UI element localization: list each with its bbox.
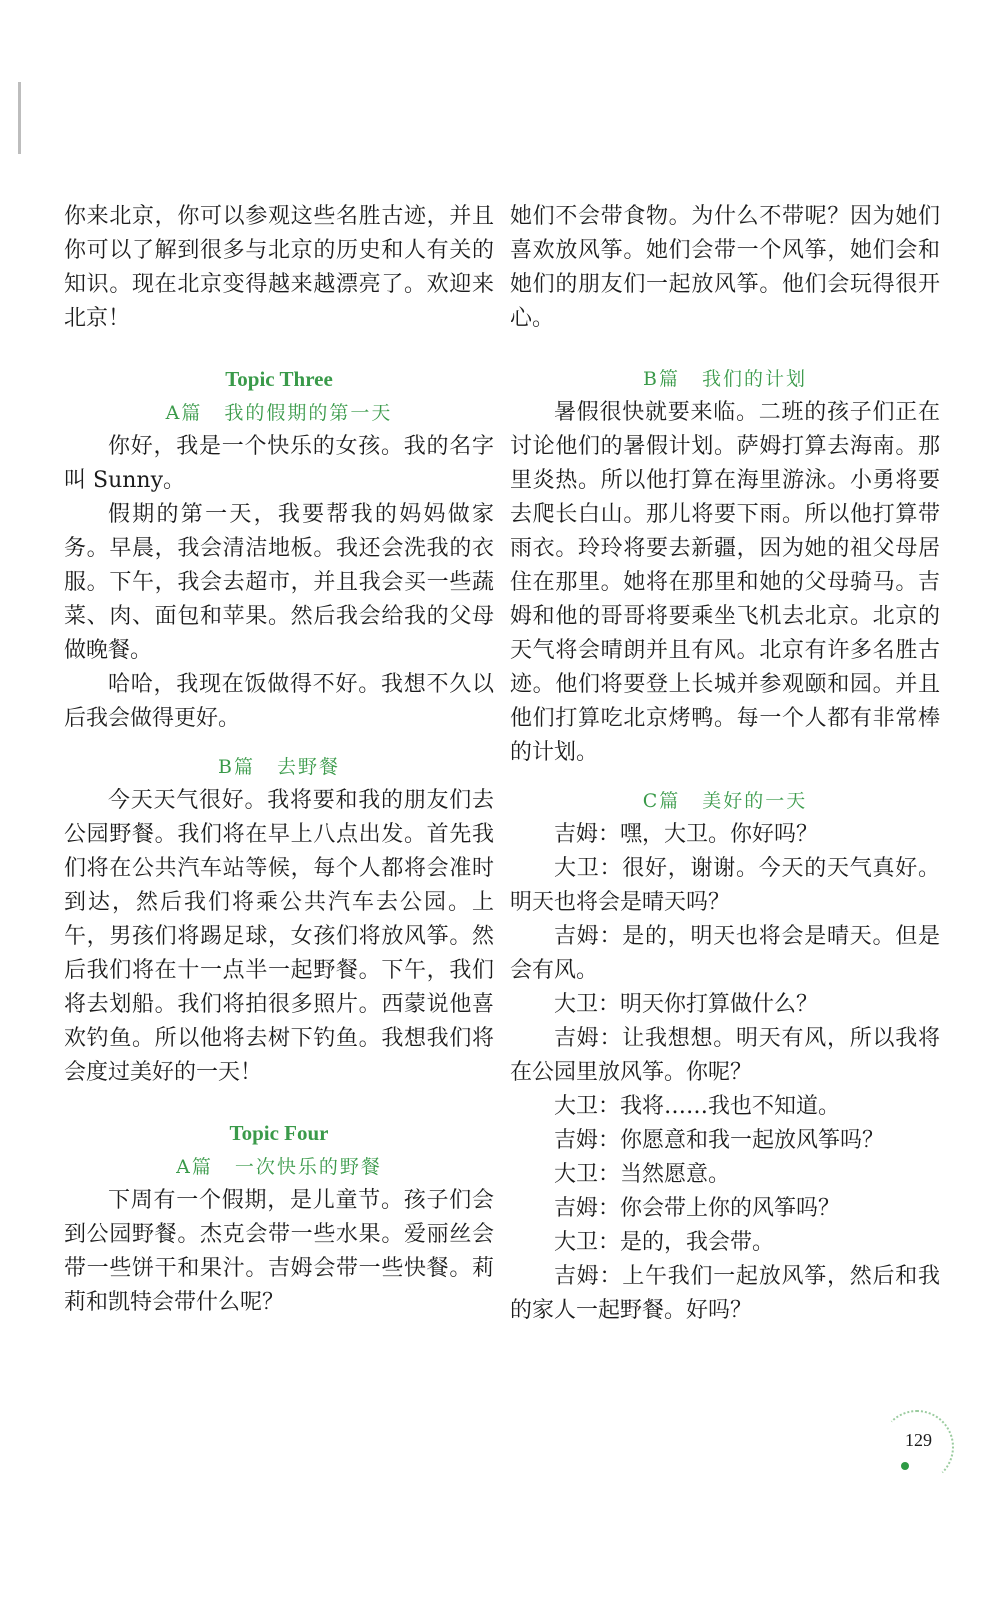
right-column xyxy=(510,200,940,1328)
topic3-a-title: A篇 我的假期的第一天 xyxy=(165,402,393,424)
dialog-line: 吉姆：上午我们一起放风筝，然后和我的家人一起野餐。好吗？ xyxy=(510,1264,940,1323)
continued-paragraph: 她们不会带食物。为什么不带呢？因为她们喜欢放风筝。她们会带一个风筝，她们会和她们的朋友们一起放风筝。他们会玩得很开心。 xyxy=(510,204,940,331)
dialog-line: 吉姆：是的，明天也将会是晴天。但是会有风。 xyxy=(510,924,940,983)
dialog-line: 吉姆：让我想想。明天有风，所以我将在公园里放风筝。你呢？ xyxy=(510,1026,940,1085)
dialog-line: 大卫：很好，谢谢。今天的天气真好。明天也将会是晴天吗？ xyxy=(510,856,940,915)
page-number: 129 xyxy=(905,1430,932,1450)
topic3-a-paragraph-2: 假期的第一天，我要帮我的妈妈做家务。早晨，我会清洁地板。我还会洗我的衣服。下午，我会去超市，并且我会买一些蔬菜、肉、面包和苹果。然后我会给我的父母做晚餐。 xyxy=(64,502,494,663)
topic4-a-paragraph-1: 下周有一个假期，是儿童节。孩子们会到公园野餐。杰克会带一些水果。爱丽丝会带一些饼干和果汁。吉姆会带一些快餐。莉莉和凯特会带什么呢？ xyxy=(64,1188,494,1315)
intro-paragraph: 你来北京，你可以参观这些名胜古迹，并且你可以了解到很多与北京的历史和人有关的知识。现在北京变得越来越漂亮了。欢迎来北京！ xyxy=(64,204,494,331)
topic3-b-title: B篇 去野餐 xyxy=(218,756,340,778)
b-title: B篇 我们的计划 xyxy=(643,368,807,390)
b-paragraph-1: 暑假很快就要来临。二班的孩子们正在讨论他们的暑假计划。萨姆打算去海南。那里炎热。所以他打算在海里游泳。小勇将要去爬长白山。那儿将要下雨。所以他打算带雨衣。玲玲将要去新疆，因为她的祖父母居住在那里。她将在那里和她的父母骑马。吉姆和他的哥哥将要乘坐飞机去北京。北京的天气将会晴朗并且有风。北京有许多名胜古迹。他们将要登上长城并参观颐和园。并且他们打算吃北京烤鸭。每一个人都有非常棒的计划。 xyxy=(510,400,940,765)
dialog-line: 吉姆：你会带上你的风筝吗？ xyxy=(554,1196,841,1221)
topic3-a-paragraph-3: 哈哈，我现在饭做得不好。我想不久以后我会做得更好。 xyxy=(64,672,494,731)
page-number-dot xyxy=(901,1462,909,1470)
dialog-line: 大卫：我将……我也不知道。 xyxy=(554,1094,841,1119)
margin-bar xyxy=(18,82,21,154)
dialog-line: 大卫：明天你打算做什么？ xyxy=(554,992,819,1017)
topic3-b-paragraph-1: 今天天气很好。我将要和我的朋友们去公园野餐。我们将在早上八点出发。首先我们将在公共汽车站等候，每个人都将会准时到达，然后我们将乘公共汽车去公园。上午，男孩们将踢足球，女孩们将放风筝。然后我们将在十一点半一起野餐。下午，我们将去划船。我们将拍很多照片。西蒙说他喜欢钓鱼。所以他将去树下钓鱼。我想我们将会度过美好的一天！ xyxy=(64,788,494,1085)
topic3-a-paragraph-1: 你好，我是一个快乐的女孩。我的名字叫 Sunny。 xyxy=(64,434,494,493)
dialog-line: 吉姆：嘿，大卫。你好吗？ xyxy=(554,822,819,847)
topic-three-heading: Topic Three xyxy=(225,367,333,391)
left-column xyxy=(64,200,494,1320)
topic-four-heading: Topic Four xyxy=(229,1121,329,1145)
dialog-line: 大卫：当然愿意。 xyxy=(554,1162,731,1187)
dialog-line: 大卫：是的，我会带。 xyxy=(554,1230,775,1255)
dialog-line: 吉姆：你愿意和我一起放风筝吗？ xyxy=(554,1128,885,1153)
topic4-a-title: A篇 一次快乐的野餐 xyxy=(176,1156,382,1178)
c-title: C篇 美好的一天 xyxy=(642,790,808,812)
